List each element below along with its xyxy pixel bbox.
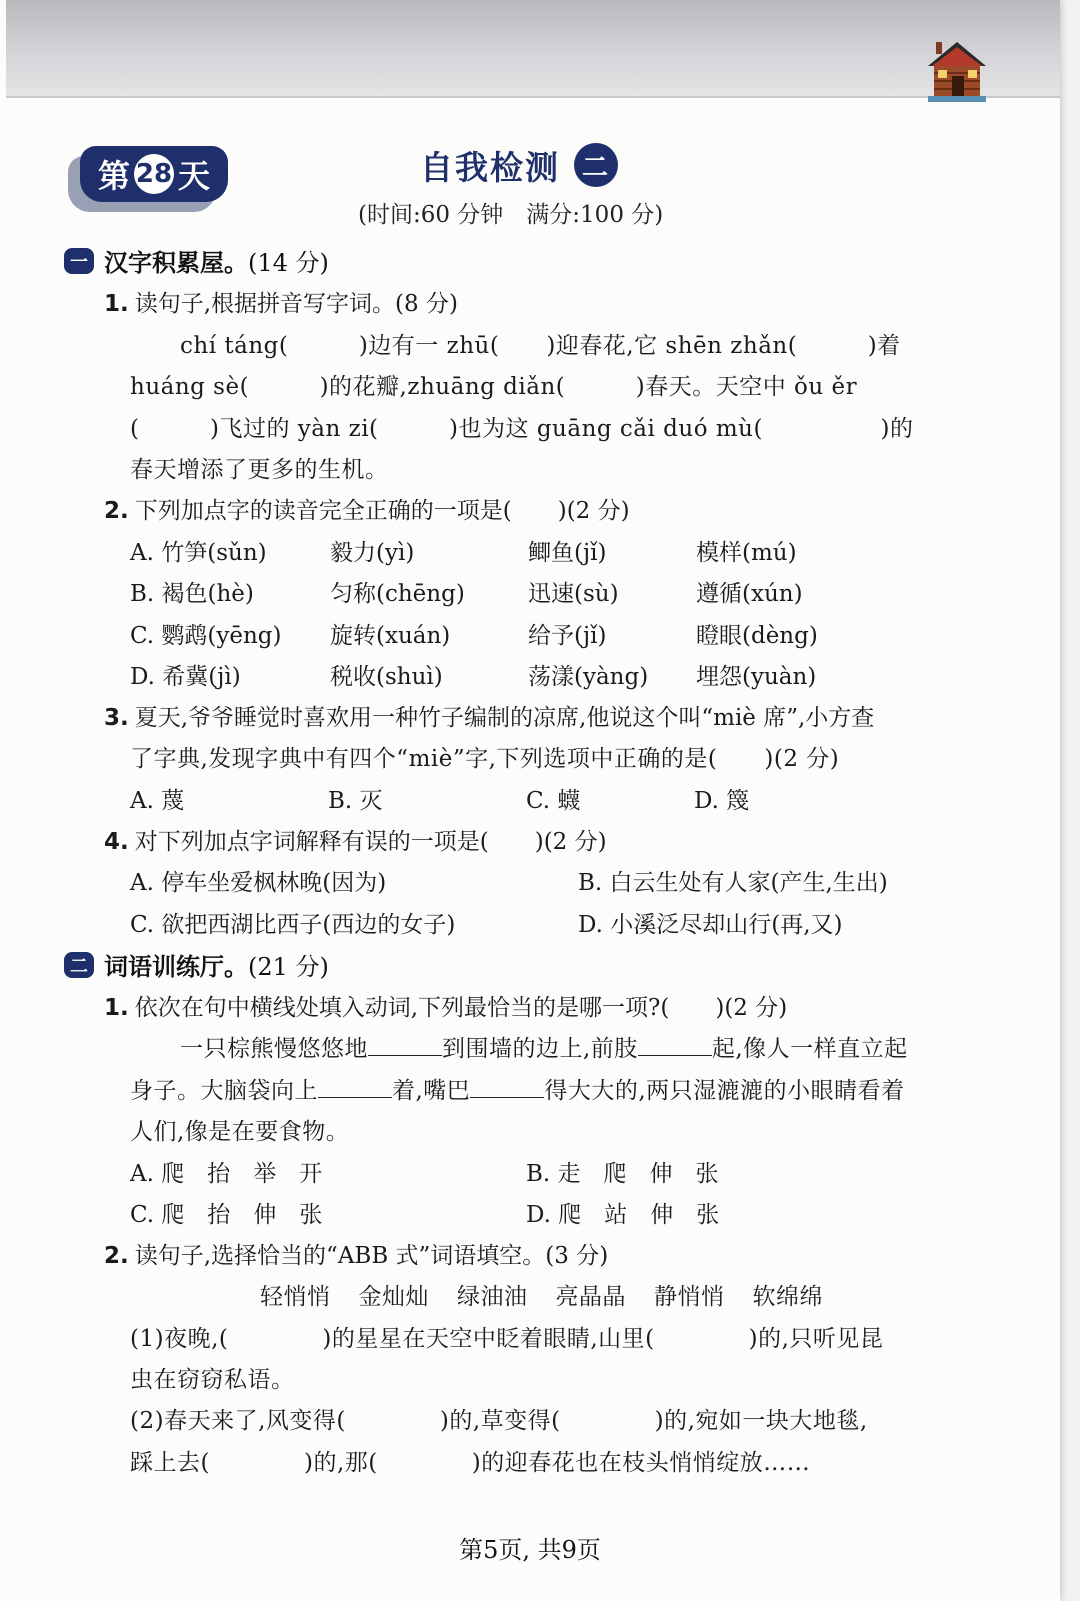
s2-q2-num: 2. bbox=[104, 1243, 129, 1269]
s2-q1-passage-line bbox=[180, 1030, 908, 1063]
s1-q2-option: 税收(shuì) bbox=[330, 664, 443, 690]
day-label-pre: 第 bbox=[97, 157, 130, 195]
s1-q4-option: D. 小溪泛尽却山行(再,又) bbox=[578, 912, 843, 938]
s1-q4-option: B. 白云生处有人家(产生,生出) bbox=[578, 870, 888, 896]
section-1-mark: 一 bbox=[64, 248, 94, 274]
section-2-title: 词语训练厅。 bbox=[104, 953, 248, 981]
time-score-info: (时间:60 分钟 满分:100 分) bbox=[358, 202, 664, 228]
s1-q2-option: 迅速(sù) bbox=[528, 581, 619, 607]
s1-q2-num: 2. bbox=[104, 498, 129, 524]
s1-q3-option: A. 蔑 bbox=[130, 788, 185, 814]
s1-q4-option: C. 欲把西湖比西子(西边的女子) bbox=[130, 912, 456, 938]
s2-q1-option: A. 爬 抬 举 开 bbox=[130, 1161, 323, 1187]
s2-q1-passage-line bbox=[130, 1072, 905, 1105]
s1-q1-num: 1. bbox=[104, 291, 129, 317]
title-text: 自我检测 bbox=[420, 147, 560, 187]
page-number: 第5页, 共9页 bbox=[459, 1536, 601, 1564]
fill-blank[interactable] bbox=[318, 1075, 392, 1098]
s1-q3-num: 3. bbox=[104, 705, 129, 731]
s2-q2-text: 读句子,选择恰当的“ABB 式”词语填空。(3 分) bbox=[134, 1243, 609, 1269]
s2-q2-word-bank bbox=[260, 1278, 823, 1311]
s1-q3-option: D. 篾 bbox=[694, 788, 750, 814]
fill-blank[interactable] bbox=[638, 1033, 712, 1056]
word-option: 绿油油 bbox=[457, 1284, 528, 1310]
s1-q4-num: 4. bbox=[104, 829, 129, 855]
s1-q1-line: chí táng( )边有一 zhū( )迎春花,它 shēn zhǎn( )着 bbox=[180, 333, 901, 359]
fill-blank[interactable] bbox=[470, 1075, 544, 1098]
s2-q1-stem bbox=[104, 989, 787, 1022]
s1-q2-text: 下列加点字的读音完全正确的一项是( )(2 分) bbox=[134, 498, 630, 524]
s1-q2-stem bbox=[104, 492, 630, 525]
s1-q2-option: 瞪眼(dèng) bbox=[696, 623, 818, 649]
s1-q3-text-cont: 了字典,发现字典中有四个“miè”字,下列选项中正确的是( )(2 分) bbox=[130, 746, 840, 772]
s1-q4-stem bbox=[104, 823, 607, 856]
section-2-points: (21 分) bbox=[248, 953, 329, 981]
s2-q1-passage-line: 人们,像是在要食物。 bbox=[130, 1119, 350, 1145]
s1-q2-option: 荡漾(yàng) bbox=[528, 664, 649, 690]
s1-q2-option: 旋转(xuán) bbox=[330, 623, 451, 649]
passage-text: 得大大的,两只湿漉漉的小眼睛看着 bbox=[544, 1078, 905, 1104]
s1-q2-option: B. 褐色(hè) bbox=[130, 581, 254, 607]
section-1-heading bbox=[64, 243, 329, 278]
s2-q1-option: C. 爬 抬 伸 张 bbox=[130, 1202, 323, 1228]
passage-text: 到围墙的边上,前肢 bbox=[442, 1036, 638, 1062]
s2-q2-sentence-1: (1)夜晚,( )的星星在天空中眨着眼睛,山里( )的,只听见昆 bbox=[130, 1326, 884, 1352]
s1-q2-option: 匀称(chēng) bbox=[330, 581, 465, 607]
s1-q4-text: 对下列加点字词解释有误的一项是( )(2 分) bbox=[134, 829, 607, 855]
s2-q1-option: B. 走 爬 伸 张 bbox=[526, 1161, 719, 1187]
s1-q1-text: 读句子,根据拼音写字词。(8 分) bbox=[134, 291, 458, 317]
day-number: 28 bbox=[134, 154, 174, 194]
s1-q1-line: huáng sè( )的花瓣,zhuāng diǎn( )春天。天空中 ǒu ěr bbox=[130, 374, 858, 400]
s1-q2-option: D. 希冀(jì) bbox=[130, 664, 241, 690]
s1-q2-option: 模样(mú) bbox=[696, 540, 797, 566]
s2-q2-stem bbox=[104, 1237, 608, 1270]
passage-text: 身子。大脑袋向上 bbox=[130, 1078, 318, 1104]
s1-q2-option: C. 鹦鹉(yēng) bbox=[130, 623, 282, 649]
day-label-post: 天 bbox=[178, 157, 211, 195]
section-2-heading bbox=[64, 947, 329, 982]
section-1-points: (14 分) bbox=[248, 249, 329, 277]
word-option: 轻悄悄 bbox=[260, 1284, 331, 1310]
s1-q4-option: A. 停车坐爱枫林晚(因为) bbox=[130, 870, 387, 896]
s1-q2-option: 鲫鱼(jǐ) bbox=[528, 540, 607, 566]
s1-q2-option: A. 竹笋(sǔn) bbox=[130, 540, 267, 566]
fill-blank[interactable] bbox=[368, 1033, 442, 1056]
word-option: 软绵绵 bbox=[752, 1284, 823, 1310]
s2-q1-num: 1. bbox=[104, 995, 129, 1021]
s1-q3-stem bbox=[104, 699, 874, 732]
s1-q3-option: B. 灭 bbox=[328, 788, 383, 814]
s2-q1-option: D. 爬 站 伸 张 bbox=[526, 1202, 720, 1228]
page-title bbox=[420, 140, 680, 190]
s1-q2-option: 给予(jǐ) bbox=[528, 623, 607, 649]
passage-text: 一只棕熊慢悠悠地 bbox=[180, 1036, 368, 1062]
section-2-mark: 二 bbox=[64, 952, 94, 978]
s1-q2-option: 遵循(xún) bbox=[696, 581, 803, 607]
s2-q2-sentence-2-cont: 踩上去( )的,那( )的迎春花也在枝头悄悄绽放…… bbox=[130, 1450, 811, 1476]
title-circle-number: 二 bbox=[574, 143, 618, 187]
word-option: 亮晶晶 bbox=[555, 1284, 626, 1310]
passage-text: 起,像人一样直立起 bbox=[711, 1036, 908, 1062]
word-option: 静悄悄 bbox=[654, 1284, 725, 1310]
s1-q3-option: C. 蠛 bbox=[526, 788, 581, 814]
passage-text: 着,嘴巴 bbox=[392, 1078, 471, 1104]
header-band bbox=[6, 0, 1060, 98]
s1-q1-line: ( )飞过的 yàn zi( )也为这 guāng cǎi duó mù( )的 bbox=[130, 416, 914, 442]
s1-q1-line: 春天增添了更多的生机。 bbox=[130, 457, 389, 483]
s1-q2-option: 埋怨(yuàn) bbox=[696, 664, 817, 690]
s1-q2-option: 毅力(yì) bbox=[330, 540, 415, 566]
day-badge bbox=[66, 146, 244, 208]
s1-q3-text: 夏天,爷爷睡觉时喜欢用一种竹子编制的凉席,他说这个叫“miè 席”,小方查 bbox=[134, 705, 875, 731]
s2-q2-sentence-1-cont: 虫在窃窃私语。 bbox=[130, 1367, 295, 1393]
word-option: 金灿灿 bbox=[358, 1284, 429, 1310]
s2-q1-text: 依次在句中横线处填入动词,下列最恰当的是哪一项?( )(2 分) bbox=[134, 995, 788, 1021]
cabin-icon bbox=[928, 38, 986, 104]
section-1-title: 汉字积累屋。 bbox=[104, 249, 248, 277]
s1-q1-stem bbox=[104, 285, 458, 318]
s2-q2-sentence-2: (2)春天来了,风变得( )的,草变得( )的,宛如一块大地毯, bbox=[130, 1408, 868, 1434]
